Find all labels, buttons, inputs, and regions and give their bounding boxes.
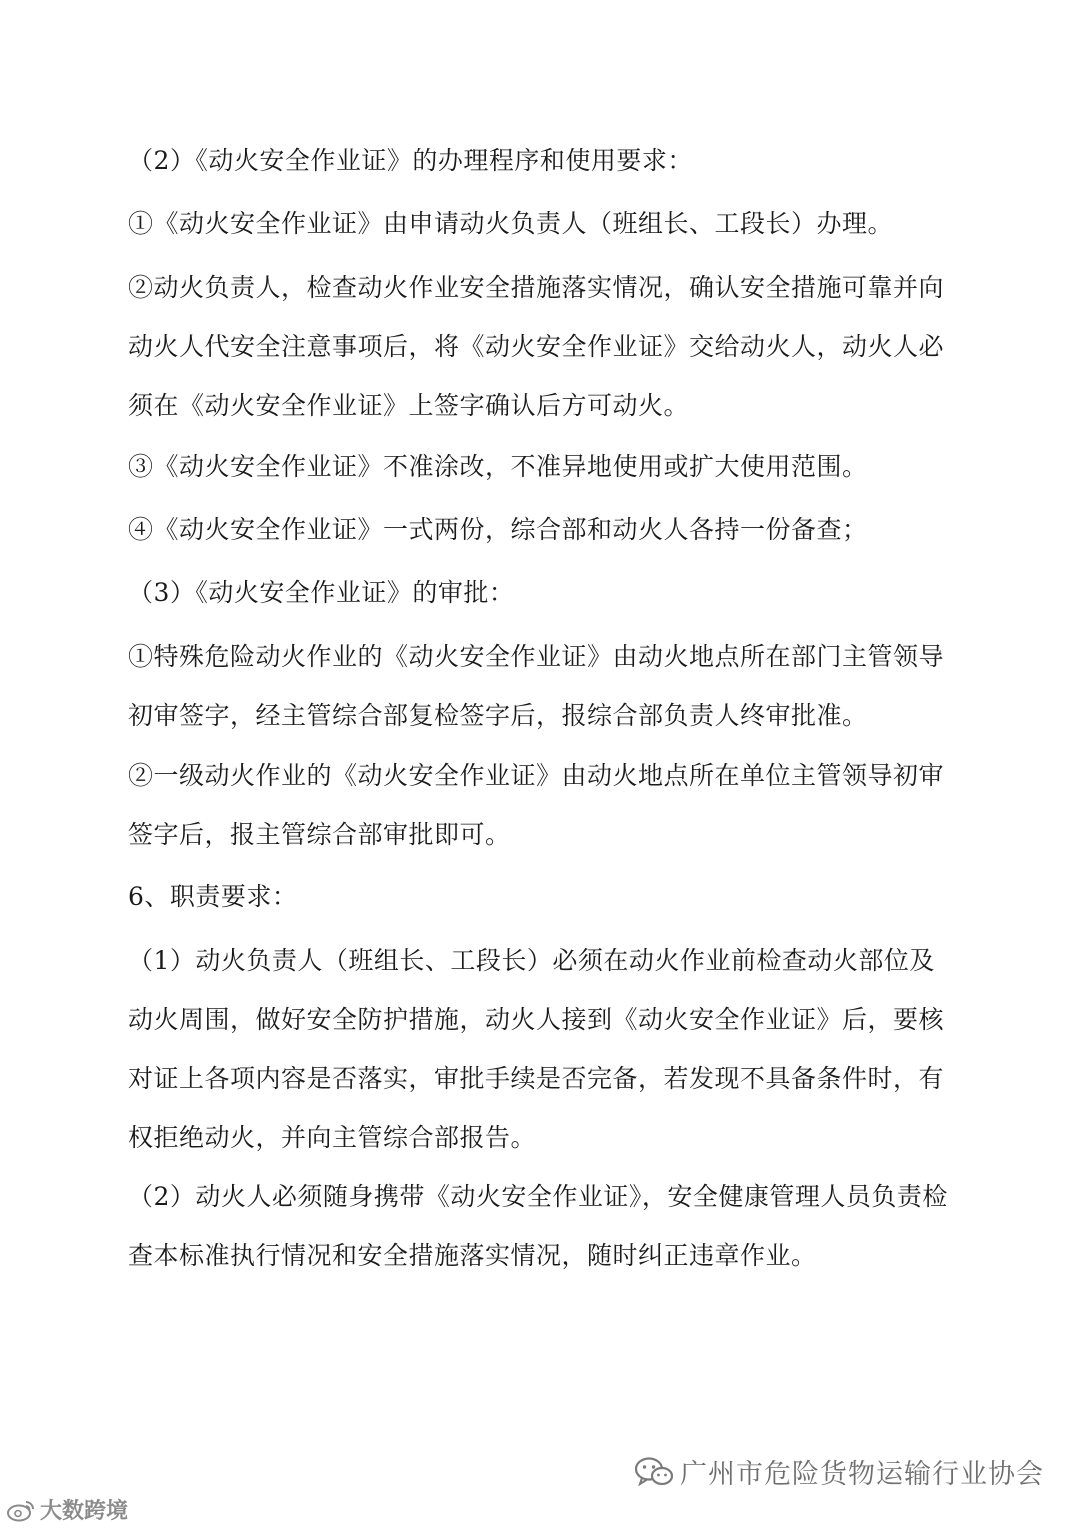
weibo-account-name: 大数跨境 — [40, 1499, 129, 1524]
paragraph-duties-item-1: （1）动火负责人（班组长、工段长）必须在动火作业前检查动火部位及动火周围，做好安全防护措施，动火人接到《动火安全作业证》后，要核对证上各项内容是否落实，审批手续是否完备，若发现不具备条件时，有权拒绝动火，并向主管综合部报告。 — [128, 946, 945, 1152]
weibo-watermark — [6, 1494, 128, 1525]
wechat-watermark — [634, 1452, 1044, 1491]
wechat-account-name: 广州市危险货物运输行业协会 — [680, 1459, 1044, 1490]
paragraph-item-3: ③《动火安全作业证》不准涂改，不准异地使用或扩大使用范围。 — [128, 452, 868, 481]
paragraph-duties-item-2: （2）动火人必须随身携带《动火安全作业证》，安全健康管理人员负责检查本标准执行情况和安全措施落实情况，随时纠正违章作业。 — [128, 1182, 948, 1270]
paragraph-approval-heading: （3）《动火安全作业证》的审批： — [128, 578, 515, 607]
weibo-icon — [6, 1498, 36, 1522]
wechat-icon — [634, 1456, 674, 1488]
section-heading-duties: 6、职责要求： — [128, 882, 298, 911]
paragraph-permit-procedure-heading: （2）《动火安全作业证》的办理程序和使用要求： — [128, 146, 693, 175]
paragraph-item-2: ②动火负责人，检查动火作业安全措施落实情况，确认安全措施可靠并向动火人代安全注意事项后，将《动火安全作业证》交给动火人，动火人必须在《动火安全作业证》上签字确认后方可动火。 — [128, 273, 945, 420]
paragraph-item-1: ①《动火安全作业证》由申请动火负责人（班组长、工段长）办理。 — [128, 209, 894, 238]
paragraph-approval-item-2: ②一级动火作业的《动火安全作业证》由动火地点所在单位主管领导初审签字后，报主管综合部审批即可。 — [128, 761, 945, 849]
paragraph-item-4: ④《动火安全作业证》一式两份，综合部和动火人各持一份备查； — [128, 515, 868, 544]
paragraph-approval-item-1: ①特殊危险动火作业的《动火安全作业证》由动火地点所在部门主管领导初审签字，经主管综合部复检签字后，报综合部负责人终审批准。 — [128, 642, 945, 730]
